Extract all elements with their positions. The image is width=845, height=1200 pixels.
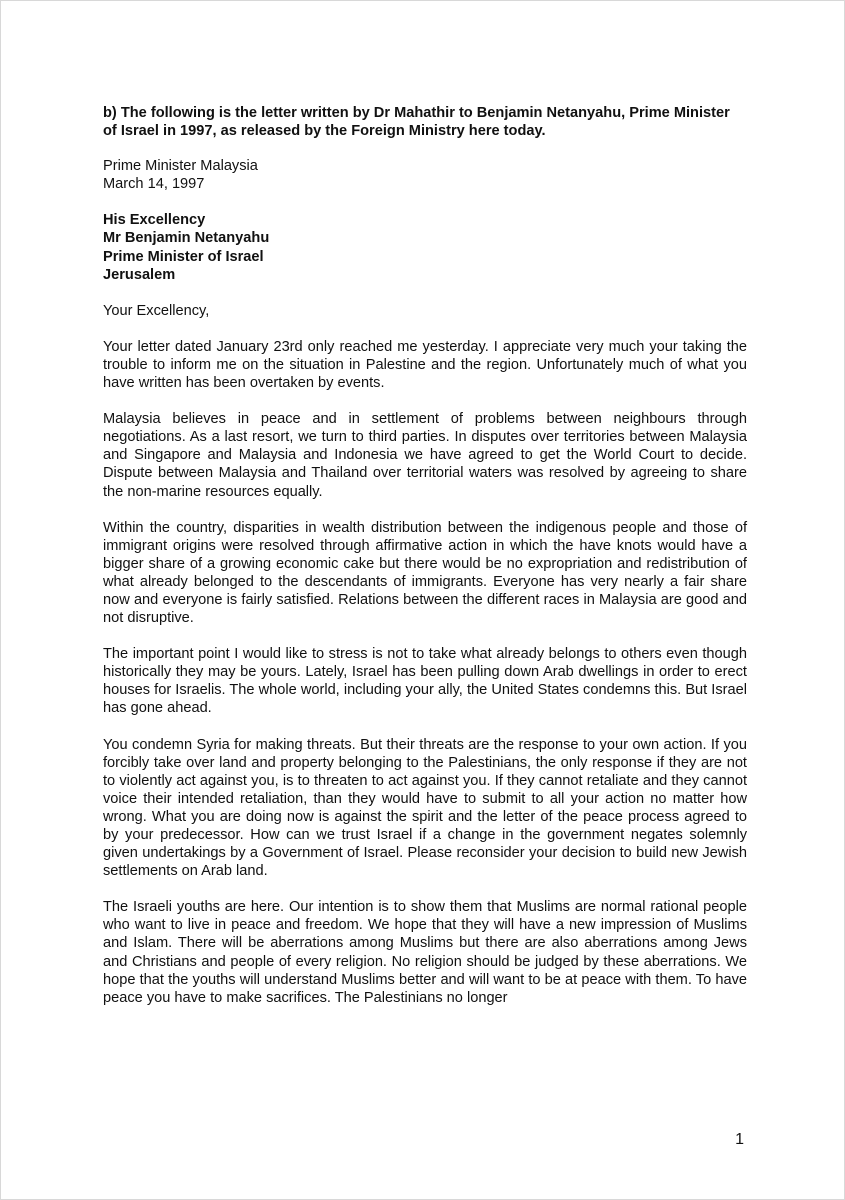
salutation: Your Excellency,: [103, 302, 210, 319]
addressee-city: Jerusalem: [103, 266, 176, 283]
addressee-block: [103, 211, 747, 283]
sender-block: [103, 157, 747, 193]
paragraph: Within the country, disparities in wealth distribution between the indigenous people and those of immigrant origins were resolved through affirmative action in which the have knots would have a bigger share of a growing economic cake but there would be no expropriation and redistribution of what already belonged to the descendants of immigrants. Everyone has very nearly a fair share now and everyone is fairly satisfied. Relations between the different races in Malaysia are good and not disruptive.: [103, 519, 747, 627]
paragraph: Malaysia believes in peace and in settlement of problems between neighbours through negotiations. As a last resort, we turn to third parties. In disputes over territories between Malaysia and Singapore and Malaysia and Indonesia we have agreed to get the World Court to decide. Dispute between Malaysia and Thailand over territorial waters was resolved by agreeing to share the non-marine resources equally.: [103, 411, 747, 500]
addressee-honorific: His Excellency: [103, 212, 206, 229]
paragraph: The Israeli youths are here. Our intention is to show them that Muslims are normal rational people who want to live in peace and freedom. We hope that they will have a new impression of Muslims and Islam. There will be aberrations among Muslims but there are also aberrations among Jews and Christians and people of every religion. No religion should be judged by these aberrations. We hope that the youths will understand Muslims better and will want to be at peace with them. To have peace you have to make sacrifices. The Palestinians no longer: [103, 899, 747, 1006]
letter-date: March 14, 1997: [103, 176, 205, 193]
paragraph: The important point I would like to stress is not to take what already belongs to others even though historically they may be yours. Lately, Israel has been pulling down Arab dwellings in order to erect houses for Israelis. The whole world, including your ally, the United States condemns this. But Israel has gone ahead.: [103, 646, 747, 717]
letter-body: [103, 104, 747, 1007]
page-number: 1: [735, 1131, 744, 1148]
paragraph: You condemn Syria for making threats. But their threats are the response to your own action. If you forcibly take over land and property belonging to the Palestinians, the only response if they are not to violently act against you, is to threaten to act against you. If they cannot retaliate and they cannot voice their intended retaliation, than they would have to submit to all your action no matter how wrong. What you are doing now is against the spirit and the letter of the peace process agreed to by your predecessor. How can we trust Israel if a change in the government negates solemnly given undertakings by a Government of Israel. Please reconsider your decision to build new Jewish settlements on Arab land.: [103, 736, 747, 880]
paragraph: Your letter dated January 23rd only reached me yesterday. I appreciate very much your taking the trouble to inform me on the situation in Palestine and the region. Unfortunately much of what you have written has been overtaken by events.: [103, 338, 747, 392]
sender-title: Prime Minister Malaysia: [103, 158, 258, 175]
addressee-title: Prime Minister of Israel: [103, 248, 264, 265]
addressee-name: Mr Benjamin Netanyahu: [103, 230, 270, 247]
document-heading: b) The following is the letter written by Dr Mahathir to Benjamin Netanyahu, Prime Minister of Israel in 1997, as released by the Foreign Ministry here today.: [103, 105, 730, 140]
